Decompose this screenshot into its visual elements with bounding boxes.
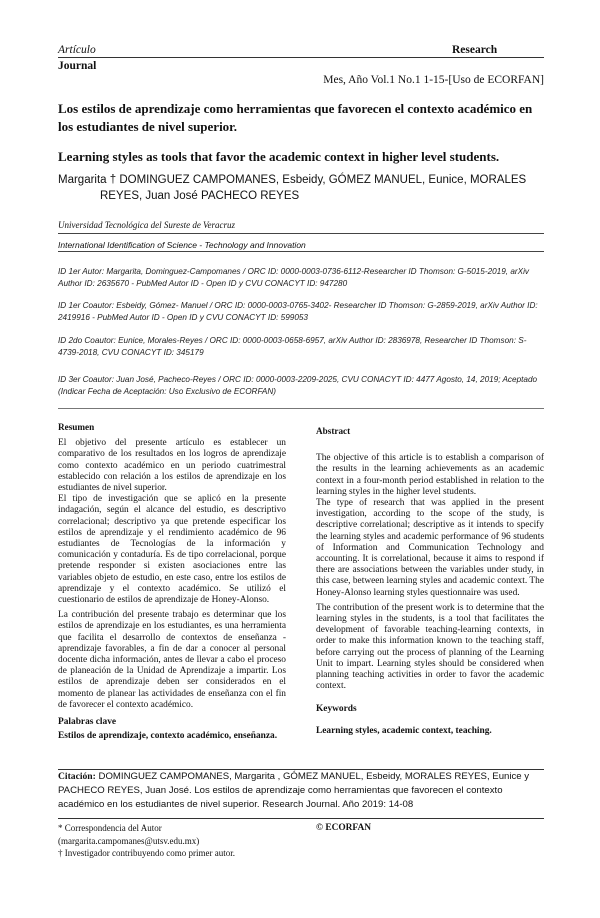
title-spanish: Los estilos de aprendizaje como herramientas que favorecen el contexto académico en los estudiantes de nivel superior. <box>58 101 533 134</box>
author-id-3: ID 2do Coautor: Eunice, Morales-Reyes / ORC ID: 0000-0003-0658-6957, arXiv Author ID: 2836978, Researcher ID Thomson: S-4739-2018, CVU CONACYT ID: 345179 <box>58 336 527 357</box>
title-english: Learning styles as tools that favor the academic context in higher level students. <box>58 149 500 164</box>
research-label: Research <box>452 44 498 56</box>
affiliation-divider-top <box>58 233 544 234</box>
abstract-paragraph-3: The contribution of the present work is to determine that the learning styles in the students, is a tool that facilitates the development of favorable teaching-learning contexts, in order to make this information known to the teaching staff, before carrying out the process of planning of the Learning Unit to impart. Learning styles should be considered when planning teaching activities in order to favor the academic context. <box>316 602 544 692</box>
affiliation-divider-bottom <box>58 251 544 252</box>
abstract-paragraph-1: The objective of this article is to establish a comparison of the results in the learning achievements as an academic context in a four-month period established in relation to the learning styles in the higher level students. <box>316 453 544 497</box>
journal-label: Journal <box>58 60 97 72</box>
citation-text: DOMINGUEZ CAMPOMANES, Margarita , GÓMEZ MANUEL, Esbeidy, MORALES REYES, Eunice y PACHECO REYES, Juan José. Los estilos de aprendizaje como herramientas que favorecen el contexto académico en los estudiantes de nivel superior. Research Journal. Año 2019: 14-08 <box>58 771 530 810</box>
citation <box>58 770 544 812</box>
footnote-line-3: † Investigador contribuyendo como primer autor. <box>58 848 235 858</box>
header-divider <box>58 57 544 58</box>
citation-label: Citación: <box>58 771 96 782</box>
abstract-column <box>316 426 544 737</box>
abstract-paragraph-2: The type of research that was applied in the present investigation, according to the scope of the study, is descriptive correlational; descriptive as it intends to specify the learning styles and academic performance of 96 students of Information and Communication Technology and accounting. It is correlational, because it aims to respond if there are associations between the variables under study, in this case, between learning styles and academic context. The Honey-Alonso learning styles questionnaire was used. <box>316 498 544 598</box>
institution: International Identification of Science - Technology and Innovation <box>58 240 306 250</box>
resumen-paragraph-3: La contribución del presente trabajo es determinar que los estilos de aprendizaje en los estudiantes, es una herramienta que facilita el desarrollo de contextos de enseñanza - aprendizaje favorables, a fin de dar a conocer al personal docente dicha información, antes de llevar a cabo el proceso de planeación de la Unidad de Aprendizaje a impartir. Los estilos de aprendizaje deben ser considerados en el momento de planear las actividades de enseñanza con el fin de favorecer el contexto académico. <box>58 610 286 710</box>
authors-line-1: Margarita † DOMINGUEZ CAMPOMANES, Esbeidy, GÓMEZ MANUEL, Eunice, MORALES <box>58 174 527 186</box>
footnote-email: (margarita.campomanes@utsv.edu.mx) <box>58 835 200 846</box>
university: Universidad Tecnológica del Sureste de Veracruz <box>58 220 236 230</box>
abstract-heading: Abstract <box>316 426 351 436</box>
resumen-heading: Resumen <box>58 422 95 432</box>
footer-divider <box>58 818 544 819</box>
article-type-label: Artículo <box>58 44 96 56</box>
palabras-clave: Estilos de aprendizaje, contexto académico, enseñanza. <box>58 731 278 742</box>
copyright: © ECORFAN <box>316 823 372 833</box>
footnote-line-1: * Correspondencia del Autor <box>58 823 162 833</box>
palabras-clave-heading: Palabras clave <box>58 717 117 728</box>
keywords: Learning styles, academic context, teaching. <box>316 725 492 736</box>
correspondence-footnote <box>58 822 308 860</box>
resumen-paragraph-1: El objetivo del presente artículo es establecer un comparativo de los resultados en los logros de aprendizaje como contexto académico en un periodo cuatrimestral establecido con relación a los estilos de aprendizaje en los estudiantes de nivel superior. <box>58 438 286 494</box>
authors <box>58 172 544 204</box>
keywords-heading: Keywords <box>316 704 357 715</box>
author-id-1: ID 1er Autor: Margarita, Dominguez-Campomanes / ORC ID: 0000-0003-0736-6112-Researcher ID Thomson: G-5015-2019, arXiv Author ID: 2635670 - PubMed Autor ID - Open ID y CVU CONACYT ID: 947280 <box>58 267 529 288</box>
author-id-2: ID 1er Coautor: Esbeidy, Gómez- Manuel / ORC ID: 0000-0003-0765-3402- Researcher ID Thomson: G-2859-2019, arXiv Author ID: 2419916 - PubMed Autor ID - Open ID y CVU CONACYT ID: 599053 <box>58 301 538 322</box>
authors-line-2: REYES, Juan José PACHECO REYES <box>100 190 300 202</box>
section-divider <box>58 408 544 409</box>
author-id-4: ID 3er Coautor: Juan José, Pacheco-Reyes / ORC ID: 0000-0003-2209-2025, CVU CONACYT ID: 4477 Agosto, 14, 2019; Aceptado (Indicar Fecha de Aceptación: Uso Exclusivo de ECORFAN) <box>58 375 538 396</box>
resumen-column <box>58 422 286 742</box>
issue-info: Mes, Año Vol.1 No.1 1-15-[Uso de ECORFAN] <box>323 74 544 86</box>
resumen-paragraph-2: El tipo de investigación que se aplicó en la presente indagación, según el alcance del estudio, es descriptivo correlacional; descriptivo ya que pretende especificar los estilos de aprendizaje y el rendimiento académico de 96 estudiantes de Tecnologías de la información y comunicación y contaduría. Es de tipo correlacional, porque pretende responder si existen asociaciones entre las variables objeto de estudio, en este caso, entre los estilos de aprendizaje y el contexto académico. Se utilizó el cuestionario de estilos de aprendizaje de Honey-Alonso. <box>58 494 286 606</box>
